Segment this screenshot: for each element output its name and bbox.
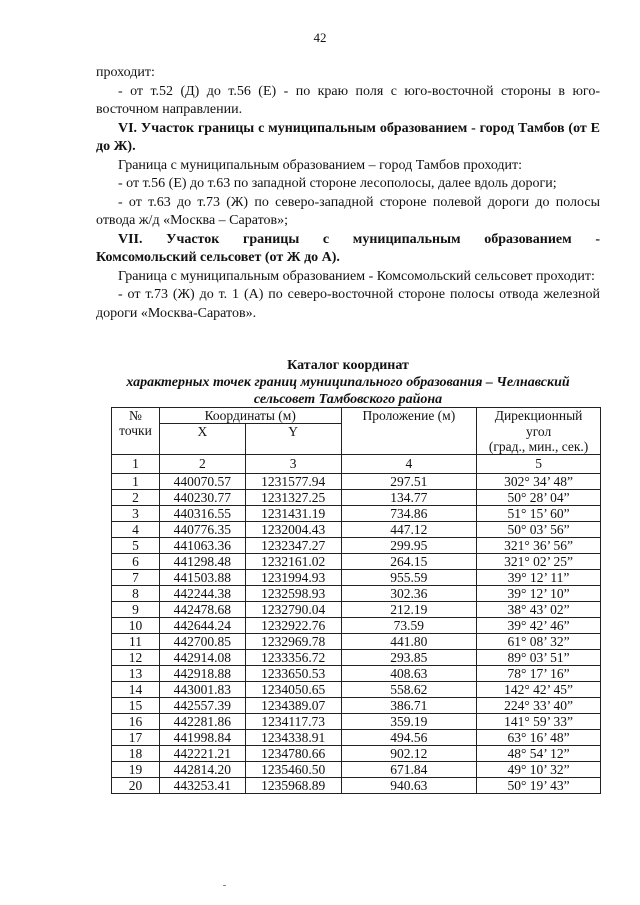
x-coordinate-cell: 442557.39 (159, 697, 245, 713)
y-coordinate-cell: 1234780.66 (245, 745, 341, 761)
point-number-cell: 7 (112, 569, 160, 585)
x-coordinate-cell: 443253.41 (159, 777, 245, 793)
angle-cell: 61° 08’ 32” (477, 633, 601, 649)
angle-cell: 321° 36’ 56” (477, 537, 601, 553)
length-cell: 359.19 (341, 713, 477, 729)
table-row (112, 665, 601, 681)
table-row (112, 777, 601, 793)
angle-cell: 39° 42’ 46” (477, 617, 601, 633)
point-number-cell: 9 (112, 601, 160, 617)
table-row (112, 713, 601, 729)
section-heading-continued: Комсомольский сельсовет (от Ж до А). (96, 250, 340, 265)
catalog-subheading: характерных точек границ муниципального образования – Челнавский сельсовет Тамбовского района (126, 375, 570, 407)
y-coordinate-cell: 1232161.02 (245, 553, 341, 569)
length-cell: 955.59 (341, 569, 477, 585)
length-cell: 264.15 (341, 553, 477, 569)
y-coordinate-cell: 1234389.07 (245, 697, 341, 713)
paragraph: Граница с муниципальным образованием – город Тамбов проходит: (118, 157, 523, 173)
point-number-cell: 12 (112, 649, 160, 665)
paragraph: - от т.63 до т.73 (Ж) по северо-западной стороне полевой дороги до полосы отвода ж/д «Москва – Саратов»; (96, 194, 600, 228)
page-number: 42 (313, 30, 327, 45)
x-coordinate-cell: 441298.48 (159, 553, 245, 569)
table-row (112, 505, 601, 521)
length-cell: 408.63 (341, 665, 477, 681)
header-angle-line1: Дирекционный (477, 408, 601, 424)
x-coordinate-cell: 442814.20 (159, 761, 245, 777)
angle-cell: 38° 43’ 02” (477, 601, 601, 617)
x-coordinate-cell: 442244.38 (159, 585, 245, 601)
table-row (112, 649, 601, 665)
y-coordinate-cell: 1232004.43 (245, 521, 341, 537)
point-number-cell: 18 (112, 745, 160, 761)
paragraph: проходит: (96, 65, 155, 80)
point-number-cell: 11 (112, 633, 160, 649)
point-number-cell: 20 (112, 777, 160, 793)
length-cell: 494.56 (341, 729, 477, 745)
point-number-cell: 15 (112, 697, 160, 713)
header-length: Проложение (м) (341, 408, 477, 455)
y-coordinate-cell: 1231994.93 (245, 569, 341, 585)
x-coordinate-cell: 442918.88 (159, 665, 245, 681)
length-cell: 441.80 (341, 633, 477, 649)
coordinates-table (111, 407, 601, 794)
section-heading: VI. Участок границы с муниципальным образованием - город Тамбов (от Е до Ж). (96, 120, 600, 154)
point-number-cell: 3 (112, 505, 160, 521)
column-number: 4 (341, 454, 477, 473)
header-angle-line2: угол (477, 424, 601, 439)
length-cell: 302.36 (341, 585, 477, 601)
table-row (112, 617, 601, 633)
table-body (112, 408, 601, 794)
length-cell: 134.77 (341, 489, 477, 505)
y-coordinate-cell: 1234117.73 (245, 713, 341, 729)
angle-cell: 50° 28’ 04” (477, 489, 601, 505)
angle-cell: 302° 34’ 48” (477, 473, 601, 489)
column-number: 1 (112, 454, 160, 473)
table-row (112, 697, 601, 713)
y-coordinate-cell: 1233356.72 (245, 649, 341, 665)
length-cell: 73.59 (341, 617, 477, 633)
y-coordinate-cell: 1234338.91 (245, 729, 341, 745)
table-row (112, 585, 601, 601)
point-number-cell: 10 (112, 617, 160, 633)
length-cell: 212.19 (341, 601, 477, 617)
column-number: 2 (159, 454, 245, 473)
x-coordinate-cell: 441063.36 (159, 537, 245, 553)
x-coordinate-cell: 440070.57 (159, 473, 245, 489)
point-number-cell: 4 (112, 521, 160, 537)
angle-cell: 49° 10’ 32” (477, 761, 601, 777)
x-coordinate-cell: 442644.24 (159, 617, 245, 633)
x-coordinate-cell: 442221.21 (159, 745, 245, 761)
x-coordinate-cell: 440230.77 (159, 489, 245, 505)
header-y: Y (245, 424, 341, 455)
length-cell: 902.12 (341, 745, 477, 761)
angle-cell: 142° 42’ 45” (477, 681, 601, 697)
x-coordinate-cell: 443001.83 (159, 681, 245, 697)
table-row (112, 745, 601, 761)
angle-cell: 50° 03’ 56” (477, 521, 601, 537)
point-number-cell: 13 (112, 665, 160, 681)
length-cell: 671.84 (341, 761, 477, 777)
header-point: № точки (112, 408, 160, 455)
length-cell: 940.63 (341, 777, 477, 793)
angle-cell: 63° 16’ 48” (477, 729, 601, 745)
paragraph: Граница с муниципальным образованием - Комсомольский сельсовет проходит: (118, 268, 595, 284)
table-row (112, 521, 601, 537)
body-text (96, 64, 600, 323)
angle-cell: 224° 33’ 40” (477, 697, 601, 713)
length-cell: 558.62 (341, 681, 477, 697)
section-heading: VII. Участок границы с муниципальным образованием - (118, 231, 600, 247)
point-number-cell: 6 (112, 553, 160, 569)
header-x: X (159, 424, 245, 455)
angle-cell: 321° 02’ 25” (477, 553, 601, 569)
table-row (112, 537, 601, 553)
x-coordinate-cell: 442281.86 (159, 713, 245, 729)
x-coordinate-cell: 442914.08 (159, 649, 245, 665)
length-cell: 734.86 (341, 505, 477, 521)
y-coordinate-cell: 1232969.78 (245, 633, 341, 649)
point-number-cell: 8 (112, 585, 160, 601)
column-number: 5 (477, 454, 601, 473)
catalog-heading: Каталог координат (287, 358, 409, 373)
point-number-cell: 16 (112, 713, 160, 729)
point-number-cell: 14 (112, 681, 160, 697)
angle-cell: 39° 12’ 11” (477, 569, 601, 585)
y-coordinate-cell: 1235460.50 (245, 761, 341, 777)
y-coordinate-cell: 1232922.76 (245, 617, 341, 633)
catalog-title (96, 357, 600, 408)
table-row (112, 761, 601, 777)
y-coordinate-cell: 1231431.19 (245, 505, 341, 521)
x-coordinate-cell: 441503.88 (159, 569, 245, 585)
y-coordinate-cell: 1232598.93 (245, 585, 341, 601)
y-coordinate-cell: 1234050.65 (245, 681, 341, 697)
x-coordinate-cell: 440316.55 (159, 505, 245, 521)
angle-cell: 51° 15’ 60” (477, 505, 601, 521)
angle-cell: 141° 59’ 33” (477, 713, 601, 729)
x-coordinate-cell: 440776.35 (159, 521, 245, 537)
y-coordinate-cell: 1235968.89 (245, 777, 341, 793)
table-row (112, 473, 601, 489)
point-number-cell: 5 (112, 537, 160, 553)
table-row (112, 729, 601, 745)
table-row (112, 681, 601, 697)
y-coordinate-cell: 1231577.94 (245, 473, 341, 489)
angle-cell: 78° 17’ 16” (477, 665, 601, 681)
point-number-cell: 1 (112, 473, 160, 489)
header-angle-line3: (град., мин., сек.) (477, 439, 601, 455)
angle-cell: 50° 19’ 43” (477, 777, 601, 793)
table-row (112, 601, 601, 617)
paragraph: - от т.73 (Ж) до т. 1 (А) по северо-восточной стороне полосы отвода железной дороги «Москва-Саратов». (96, 287, 600, 321)
table-row (112, 633, 601, 649)
point-number-cell: 2 (112, 489, 160, 505)
column-number-row (112, 454, 601, 473)
length-cell: 299.95 (341, 537, 477, 553)
point-number-cell: 19 (112, 761, 160, 777)
y-coordinate-cell: 1231327.25 (245, 489, 341, 505)
length-cell: 297.51 (341, 473, 477, 489)
paragraph: - от т.52 (Д) до т.56 (Е) - по краю поля с юго-восточной стороны в юго-восточном направлении. (96, 83, 600, 117)
length-cell: 447.12 (341, 521, 477, 537)
x-coordinate-cell: 442478.68 (159, 601, 245, 617)
table-row (112, 569, 601, 585)
column-number: 3 (245, 454, 341, 473)
angle-cell: 89° 03’ 51” (477, 649, 601, 665)
length-cell: 293.85 (341, 649, 477, 665)
table-row (112, 553, 601, 569)
x-coordinate-cell: 442700.85 (159, 633, 245, 649)
length-cell: 386.71 (341, 697, 477, 713)
point-number-cell: 17 (112, 729, 160, 745)
header-coordinates: Координаты (м) (159, 408, 341, 424)
y-coordinate-cell: 1233650.53 (245, 665, 341, 681)
scan-artifact (223, 885, 226, 886)
table-header-row (112, 408, 601, 424)
y-coordinate-cell: 1232347.27 (245, 537, 341, 553)
table-row (112, 489, 601, 505)
y-coordinate-cell: 1232790.04 (245, 601, 341, 617)
angle-cell: 48° 54’ 12” (477, 745, 601, 761)
angle-cell: 39° 12’ 10” (477, 585, 601, 601)
paragraph: - от т.56 (Е) до т.63 по западной стороне лесополосы, далее вдоль дороги; (118, 176, 557, 191)
x-coordinate-cell: 441998.84 (159, 729, 245, 745)
